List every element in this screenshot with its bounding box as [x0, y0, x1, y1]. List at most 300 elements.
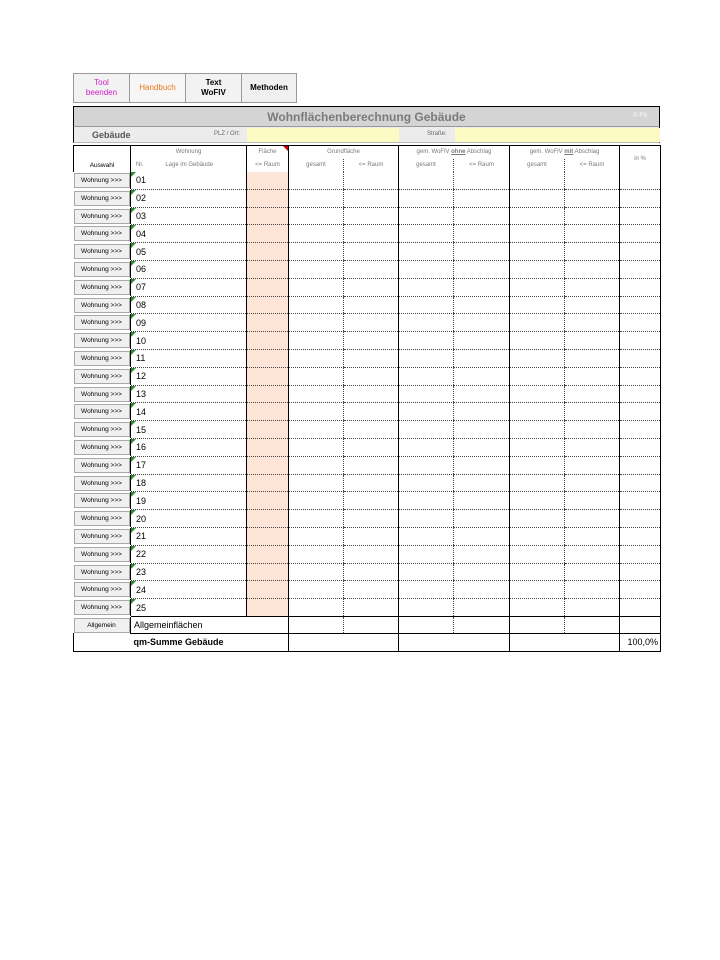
wohnung-nr-cell[interactable] [131, 385, 247, 403]
ohne-raum-cell[interactable] [454, 207, 510, 225]
grund-gesamt-cell[interactable] [289, 296, 344, 314]
mit-gesamt-cell[interactable] [510, 349, 565, 367]
wohnung-select-button[interactable]: Wohnung >>> [74, 582, 130, 597]
flaeche-cell[interactable] [247, 421, 289, 439]
header-ohne-gesamt: gesamt [399, 159, 454, 172]
grund-gesamt-cell[interactable] [289, 314, 344, 332]
ohne-raum-cell[interactable] [454, 296, 510, 314]
handbuch-button[interactable] [129, 73, 186, 103]
wohnung-select-button[interactable]: Wohnung >>> [74, 493, 130, 508]
grund-raum-cell[interactable] [344, 367, 399, 385]
mit-raum-cell[interactable] [565, 189, 620, 207]
ohne-raum-cell[interactable] [454, 474, 510, 492]
wohnung-nr: 11 [136, 353, 146, 364]
wohnung-nr-cell[interactable] [131, 599, 247, 617]
ohne-gesamt-cell[interactable] [399, 456, 454, 474]
mit-raum-cell[interactable] [565, 510, 620, 528]
table-row [74, 385, 661, 403]
mit-gesamt-cell[interactable] [510, 403, 565, 421]
prozent-cell[interactable] [620, 172, 661, 190]
allgemein-value-cell[interactable] [454, 616, 510, 633]
mit-gesamt-cell[interactable] [510, 278, 565, 296]
prozent-cell[interactable] [620, 367, 661, 385]
ohne-gesamt-cell[interactable] [399, 474, 454, 492]
flaeche-cell[interactable] [247, 492, 289, 510]
wohnung-nr-cell[interactable] [131, 225, 247, 243]
flaeche-cell[interactable] [247, 403, 289, 421]
grund-gesamt-cell[interactable] [289, 581, 344, 599]
mit-raum-cell[interactable] [565, 225, 620, 243]
flaeche-cell[interactable] [247, 474, 289, 492]
ohne-raum-cell[interactable] [454, 314, 510, 332]
ohne-gesamt-cell[interactable] [399, 332, 454, 350]
grund-gesamt-cell[interactable] [289, 189, 344, 207]
ohne-gesamt-cell[interactable] [399, 403, 454, 421]
grund-gesamt-cell[interactable] [289, 367, 344, 385]
header-row-2 [74, 159, 661, 172]
wohnung-nr-cell[interactable] [131, 189, 247, 207]
grund-gesamt-cell[interactable] [289, 278, 344, 296]
cell-marker [131, 457, 136, 462]
flaeche-cell[interactable] [247, 581, 289, 599]
wohnung-select-button[interactable]: Wohnung >>> [74, 226, 130, 241]
grund-gesamt-cell[interactable] [289, 563, 344, 581]
mit-gesamt-cell[interactable] [510, 332, 565, 350]
wohnung-select-button[interactable]: Wohnung >>> [74, 600, 130, 615]
mit-raum-cell[interactable] [565, 278, 620, 296]
ohne-raum-cell[interactable] [454, 438, 510, 456]
mit-gesamt-cell[interactable] [510, 510, 565, 528]
grund-raum-cell[interactable] [344, 332, 399, 350]
mit-gesamt-cell[interactable] [510, 367, 565, 385]
header-grund-gesamt: gesamt [289, 159, 344, 172]
grund-raum-cell[interactable] [344, 545, 399, 563]
flaeche-cell[interactable] [247, 278, 289, 296]
mit-raum-cell[interactable] [565, 314, 620, 332]
wohnung-select-button[interactable]: Wohnung >>> [74, 333, 130, 348]
grund-raum-cell[interactable] [344, 349, 399, 367]
prozent-cell[interactable] [620, 207, 661, 225]
ohne-gesamt-cell[interactable] [399, 438, 454, 456]
grund-gesamt-cell[interactable] [289, 385, 344, 403]
wohnung-select-button[interactable]: Wohnung >>> [74, 511, 130, 526]
wohnung-select-button[interactable]: Wohnung >>> [74, 191, 130, 206]
ohne-raum-cell[interactable] [454, 385, 510, 403]
flaeche-cell[interactable] [247, 172, 289, 190]
grund-gesamt-cell[interactable] [289, 474, 344, 492]
header-flaeche [247, 146, 289, 159]
wohnung-nr: 25 [136, 602, 147, 613]
allgemein-value-cell[interactable] [289, 616, 344, 633]
mit-raum-cell[interactable] [565, 403, 620, 421]
mit-raum-cell[interactable] [565, 349, 620, 367]
prozent-cell[interactable] [620, 527, 661, 545]
mit-gesamt-cell[interactable] [510, 421, 565, 439]
wohnung-select-button[interactable]: Wohnung >>> [74, 280, 130, 295]
grund-raum-cell[interactable] [344, 314, 399, 332]
flaeche-cell[interactable] [247, 332, 289, 350]
ohne-raum-cell[interactable] [454, 225, 510, 243]
prozent-cell[interactable] [620, 510, 661, 528]
wohnung-nr-cell[interactable] [131, 474, 247, 492]
wohnung-select-button[interactable]: Wohnung >>> [74, 476, 130, 491]
table-row [74, 332, 661, 350]
mit-raum-cell[interactable] [565, 563, 620, 581]
ohne-raum-cell[interactable] [454, 510, 510, 528]
wohnung-select-button[interactable]: Wohnung >>> [74, 440, 130, 455]
wohnung-select-button[interactable]: Wohnung >>> [74, 351, 130, 366]
wohnung-nr-cell[interactable] [131, 403, 247, 421]
select-cell [74, 510, 131, 528]
mit-raum-cell[interactable] [565, 527, 620, 545]
allgemein-button[interactable]: Allgemein [74, 618, 130, 633]
ohne-raum-cell[interactable] [454, 421, 510, 439]
flaeche-cell[interactable] [247, 207, 289, 225]
mit-gesamt-cell[interactable] [510, 581, 565, 599]
select-cell [74, 438, 131, 456]
wohnung-nr-cell[interactable] [131, 260, 247, 278]
prozent-cell[interactable] [620, 599, 661, 617]
mit-raum-cell[interactable] [565, 421, 620, 439]
ohne-raum-cell[interactable] [454, 260, 510, 278]
wohnung-select-button[interactable]: Wohnung >>> [74, 262, 130, 277]
select-cell [74, 260, 131, 278]
grund-gesamt-cell[interactable] [289, 599, 344, 617]
ohne-gesamt-cell[interactable] [399, 278, 454, 296]
ohne-gesamt-cell[interactable] [399, 367, 454, 385]
prozent-cell[interactable] [620, 438, 661, 456]
wohnung-select-button[interactable]: Wohnung >>> [74, 298, 130, 313]
mit-raum-cell[interactable] [565, 243, 620, 261]
qm-summe-label: qm-Summe Gebäude [131, 633, 289, 651]
grund-gesamt-cell[interactable] [289, 349, 344, 367]
mit-gesamt-cell[interactable] [510, 438, 565, 456]
ohne-raum-cell[interactable] [454, 367, 510, 385]
wohnung-select-button[interactable]: Wohnung >>> [74, 458, 130, 473]
wohnung-nr-cell[interactable] [131, 492, 247, 510]
grund-raum-cell[interactable] [344, 456, 399, 474]
mit-gesamt-cell[interactable] [510, 545, 565, 563]
grund-raum-cell[interactable] [344, 492, 399, 510]
wohnung-nr-cell[interactable] [131, 563, 247, 581]
grund-gesamt-cell[interactable] [289, 243, 344, 261]
mit-raum-cell[interactable] [565, 474, 620, 492]
wohnung-nr: 07 [136, 282, 147, 293]
ohne-raum-cell[interactable] [454, 492, 510, 510]
grund-raum-cell[interactable] [344, 510, 399, 528]
ohne-gesamt-cell[interactable] [399, 349, 454, 367]
wohnung-nr-cell[interactable] [131, 349, 247, 367]
select-cell [74, 492, 131, 510]
mit-raum-cell[interactable] [565, 296, 620, 314]
prozent-cell[interactable] [620, 474, 661, 492]
ohne-gesamt-cell[interactable] [399, 563, 454, 581]
wohnung-nr-cell[interactable] [131, 456, 247, 474]
prozent-cell[interactable] [620, 314, 661, 332]
mit-gesamt-cell[interactable] [510, 189, 565, 207]
ohne-raum-cell[interactable] [454, 172, 510, 190]
mit-gesamt-cell[interactable] [510, 314, 565, 332]
flaeche-cell[interactable] [247, 438, 289, 456]
methoden-button[interactable] [241, 73, 297, 103]
grund-raum-cell[interactable] [344, 563, 399, 581]
wohnung-select-button[interactable]: Wohnung >>> [74, 422, 130, 437]
wohnung-select-button[interactable]: Wohnung >>> [74, 547, 130, 562]
wohnung-nr-cell[interactable] [131, 296, 247, 314]
wohnung-nr-cell[interactable] [131, 243, 247, 261]
grund-raum-cell[interactable] [344, 260, 399, 278]
ohne-raum-cell[interactable] [454, 527, 510, 545]
wohnung-nr-cell[interactable] [131, 545, 247, 563]
comment-marker [283, 146, 288, 151]
ohne-gesamt-cell[interactable] [399, 527, 454, 545]
mit-raum-cell[interactable] [565, 172, 620, 190]
grund-gesamt-cell[interactable] [289, 438, 344, 456]
mit-gesamt-cell[interactable] [510, 172, 565, 190]
wohnung-nr: 01 [136, 175, 147, 186]
prozent-cell[interactable] [620, 243, 661, 261]
grund-gesamt-cell[interactable] [289, 456, 344, 474]
grund-raum-cell[interactable] [344, 225, 399, 243]
ohne-raum-cell[interactable] [454, 545, 510, 563]
grund-gesamt-cell[interactable] [289, 332, 344, 350]
select-cell [74, 314, 131, 332]
mit-gesamt-cell[interactable] [510, 474, 565, 492]
flaeche-cell[interactable] [247, 545, 289, 563]
ohne-gesamt-cell[interactable] [399, 545, 454, 563]
ohne-gesamt-cell[interactable] [399, 492, 454, 510]
wohnung-nr: 04 [136, 228, 147, 239]
mit-gesamt-cell[interactable] [510, 385, 565, 403]
select-cell [74, 189, 131, 207]
select-cell [74, 296, 131, 314]
prozent-cell[interactable] [620, 563, 661, 581]
grund-gesamt-cell[interactable] [289, 172, 344, 190]
grund-raum-cell[interactable] [344, 421, 399, 439]
flaeche-cell[interactable] [247, 563, 289, 581]
wohnung-nr-cell[interactable] [131, 172, 247, 190]
mit-gesamt-cell[interactable] [510, 492, 565, 510]
mit-gesamt-cell[interactable] [510, 207, 565, 225]
flaeche-cell[interactable] [247, 296, 289, 314]
wohnung-select-button[interactable]: Wohnung >>> [74, 565, 130, 580]
wohnung-nr: 18 [136, 477, 147, 488]
mit-raum-cell[interactable] [565, 492, 620, 510]
ohne-raum-cell[interactable] [454, 332, 510, 350]
grund-raum-cell[interactable] [344, 296, 399, 314]
mit-raum-cell[interactable] [565, 599, 620, 617]
grund-raum-cell[interactable] [344, 385, 399, 403]
ohne-raum-cell[interactable] [454, 243, 510, 261]
prozent-cell[interactable] [620, 296, 661, 314]
wohnung-select-button[interactable]: Wohnung >>> [74, 244, 130, 259]
grund-gesamt-cell[interactable] [289, 403, 344, 421]
wohnung-nr-cell[interactable] [131, 421, 247, 439]
prozent-cell[interactable] [620, 581, 661, 599]
mit-raum-cell[interactable] [565, 207, 620, 225]
text-wofiv-button[interactable] [185, 73, 242, 103]
flaeche-cell[interactable] [247, 189, 289, 207]
select-cell [74, 581, 131, 599]
flaeche-cell[interactable] [247, 527, 289, 545]
select-cell [74, 172, 131, 190]
mit-gesamt-cell[interactable] [510, 527, 565, 545]
mit-gesamt-cell[interactable] [510, 260, 565, 278]
prozent-cell[interactable] [620, 545, 661, 563]
strasse-input[interactable] [455, 128, 660, 142]
ohne-gesamt-cell[interactable] [399, 581, 454, 599]
wohnung-nr-cell[interactable] [131, 510, 247, 528]
mit-gesamt-cell[interactable] [510, 243, 565, 261]
mit-gesamt-cell[interactable] [510, 599, 565, 617]
wohnung-nr-cell[interactable] [131, 527, 247, 545]
flaeche-cell[interactable] [247, 385, 289, 403]
ohne-gesamt-cell[interactable] [399, 599, 454, 617]
ohne-raum-cell[interactable] [454, 403, 510, 421]
ohne-gesamt-cell[interactable] [399, 172, 454, 190]
mit-gesamt-cell[interactable] [510, 456, 565, 474]
header-lage: Lage im Gebäude [165, 162, 214, 168]
grund-raum-cell[interactable] [344, 243, 399, 261]
mit-raum-cell[interactable] [565, 332, 620, 350]
ohne-raum-cell[interactable] [454, 349, 510, 367]
mit-raum-cell[interactable] [565, 367, 620, 385]
wohnung-nr-cell[interactable] [131, 438, 247, 456]
wohnung-select-button[interactable]: Wohnung >>> [74, 529, 130, 544]
wohnung-nr: 22 [136, 549, 147, 560]
ohne-raum-cell[interactable] [454, 278, 510, 296]
grund-gesamt-cell[interactable] [289, 225, 344, 243]
ohne-gesamt-cell[interactable] [399, 260, 454, 278]
ohne-gesamt-cell[interactable] [399, 421, 454, 439]
prozent-cell[interactable] [620, 349, 661, 367]
prozent-cell[interactable] [620, 421, 661, 439]
grund-gesamt-cell[interactable] [289, 492, 344, 510]
grund-gesamt-cell[interactable] [289, 421, 344, 439]
grund-raum-cell[interactable] [344, 599, 399, 617]
wohnung-nr-cell[interactable] [131, 314, 247, 332]
ohne-gesamt-cell[interactable] [399, 385, 454, 403]
prozent-cell[interactable] [620, 189, 661, 207]
grund-raum-cell[interactable] [344, 189, 399, 207]
grund-raum-cell[interactable] [344, 207, 399, 225]
ohne-gesamt-cell[interactable] [399, 243, 454, 261]
ohne-gesamt-cell[interactable] [399, 510, 454, 528]
mit-raum-cell[interactable] [565, 260, 620, 278]
mit-raum-cell[interactable] [565, 545, 620, 563]
allgemein-value-cell[interactable] [399, 616, 454, 633]
wohnung-select-button[interactable]: Wohnung >>> [74, 173, 130, 188]
summe-value-cell [454, 633, 510, 651]
prozent-cell[interactable] [620, 225, 661, 243]
prozent-cell[interactable] [620, 456, 661, 474]
grund-raum-cell[interactable] [344, 403, 399, 421]
summe-value-cell [399, 633, 454, 651]
allgemein-value-cell[interactable] [510, 616, 565, 633]
prozent-cell[interactable] [620, 403, 661, 421]
mit-raum-cell[interactable] [565, 438, 620, 456]
grund-gesamt-cell[interactable] [289, 510, 344, 528]
wohnung-select-button[interactable]: Wohnung >>> [74, 404, 130, 419]
ohne-raum-cell[interactable] [454, 456, 510, 474]
wohnung-nr-cell[interactable] [131, 207, 247, 225]
flaeche-cell[interactable] [247, 260, 289, 278]
cell-marker [131, 190, 136, 195]
prozent-cell[interactable] [620, 492, 661, 510]
plz-ort-input[interactable] [247, 128, 399, 142]
prozent-cell[interactable] [620, 260, 661, 278]
wohnung-select-button[interactable]: Wohnung >>> [74, 315, 130, 330]
wohnung-nr: 12 [136, 371, 147, 382]
grund-raum-cell[interactable] [344, 527, 399, 545]
grund-raum-cell[interactable] [344, 474, 399, 492]
tool-beenden-button[interactable] [73, 73, 130, 103]
wohnung-select-button[interactable]: Wohnung >>> [74, 209, 130, 224]
wohnung-nr-cell[interactable] [131, 278, 247, 296]
mit-raum-cell[interactable] [565, 385, 620, 403]
prozent-cell[interactable] [620, 332, 661, 350]
prozent-cell[interactable] [620, 278, 661, 296]
flaeche-cell[interactable] [247, 510, 289, 528]
wohnung-select-button[interactable]: Wohnung >>> [74, 387, 130, 402]
grund-raum-cell[interactable] [344, 581, 399, 599]
grund-raum-cell[interactable] [344, 172, 399, 190]
prozent-cell[interactable] [620, 385, 661, 403]
ohne-gesamt-cell[interactable] [399, 207, 454, 225]
flaeche-cell[interactable] [247, 349, 289, 367]
summe-row [74, 633, 661, 651]
ohne-gesamt-cell[interactable] [399, 225, 454, 243]
wohnung-select-button[interactable]: Wohnung >>> [74, 369, 130, 384]
mit-raum-cell[interactable] [565, 456, 620, 474]
ohne-raum-cell[interactable] [454, 189, 510, 207]
allgemein-value-cell[interactable] [344, 616, 399, 633]
allgemein-value-cell[interactable] [620, 616, 661, 633]
flaeche-cell[interactable] [247, 314, 289, 332]
grund-gesamt-cell[interactable] [289, 545, 344, 563]
flaeche-cell[interactable] [247, 225, 289, 243]
grund-gesamt-cell[interactable] [289, 260, 344, 278]
grund-gesamt-cell[interactable] [289, 527, 344, 545]
grund-gesamt-cell[interactable] [289, 207, 344, 225]
mit-gesamt-cell[interactable] [510, 563, 565, 581]
ohne-gesamt-cell[interactable] [399, 296, 454, 314]
grund-raum-cell[interactable] [344, 278, 399, 296]
ohne-gesamt-cell[interactable] [399, 314, 454, 332]
flaeche-cell[interactable] [247, 599, 289, 617]
grund-raum-cell[interactable] [344, 438, 399, 456]
methoden-label: Methoden [250, 83, 288, 92]
ohne-gesamt-cell[interactable] [399, 189, 454, 207]
flaeche-cell[interactable] [247, 243, 289, 261]
flaeche-cell[interactable] [247, 367, 289, 385]
ohne-raum-cell[interactable] [454, 599, 510, 617]
wohnung-nr-cell[interactable] [131, 581, 247, 599]
ohne-raum-cell[interactable] [454, 581, 510, 599]
toolbar [73, 73, 296, 103]
mit-gesamt-cell[interactable] [510, 296, 565, 314]
allgemein-value-cell[interactable] [565, 616, 620, 633]
select-cell [74, 474, 131, 492]
flaeche-cell[interactable] [247, 456, 289, 474]
wohnung-nr-cell[interactable] [131, 367, 247, 385]
cell-marker [131, 403, 136, 408]
wohnung-nr-cell[interactable] [131, 332, 247, 350]
ohne-raum-cell[interactable] [454, 563, 510, 581]
mit-raum-cell[interactable] [565, 581, 620, 599]
wohnung-nr: 05 [136, 246, 147, 257]
mit-gesamt-cell[interactable] [510, 225, 565, 243]
